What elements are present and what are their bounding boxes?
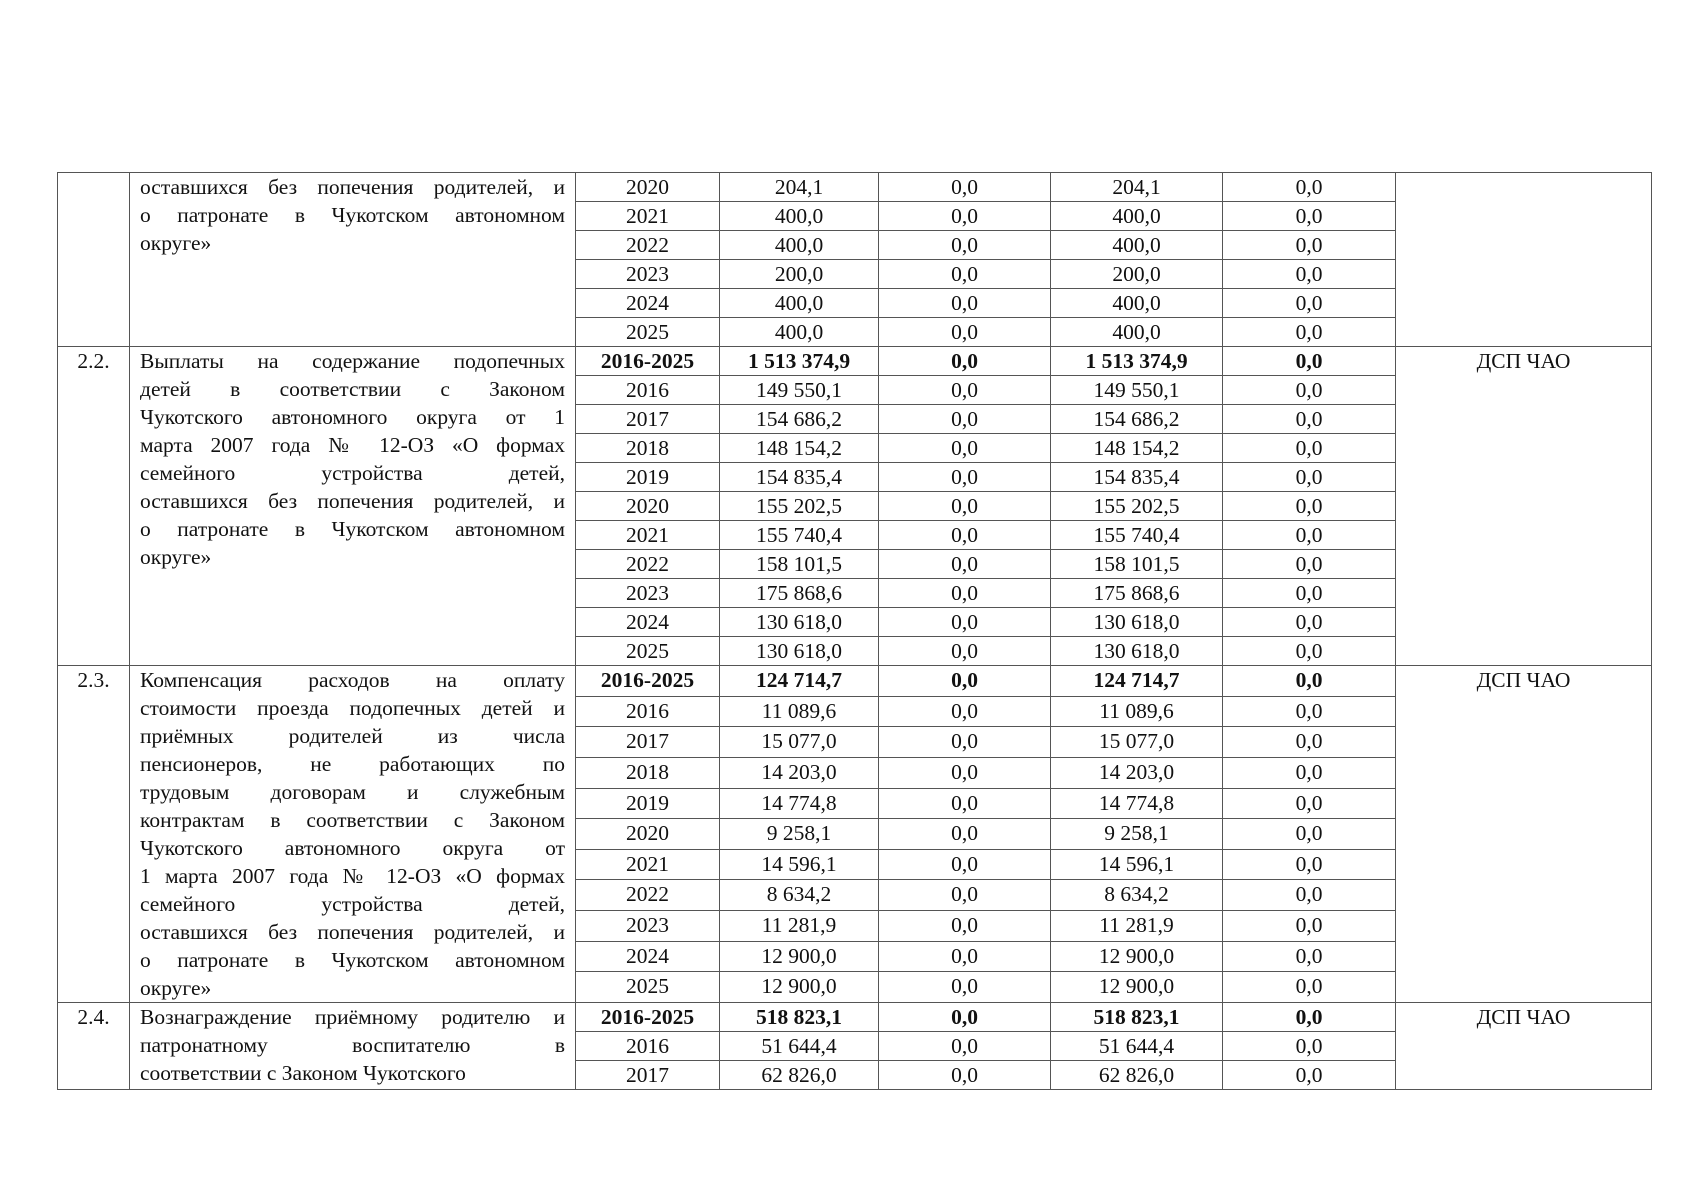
total-cell: 15 077,0 <box>720 727 879 758</box>
district-budget-cell: 158 101,5 <box>1051 550 1223 579</box>
federal-budget-cell: 0,0 <box>879 941 1051 972</box>
federal-budget-cell: 0,0 <box>879 819 1051 850</box>
total-cell: 62 826,0 <box>720 1061 879 1090</box>
year-cell: 2025 <box>576 637 720 666</box>
total-cell: 8 634,2 <box>720 880 879 911</box>
description-line: семейного устройства детей, <box>140 892 565 916</box>
executor-cell: ДСП ЧАО <box>1396 1003 1652 1090</box>
total-cell: 130 618,0 <box>720 608 879 637</box>
total-cell: 130 618,0 <box>720 637 879 666</box>
federal-budget-cell: 0,0 <box>879 318 1051 347</box>
other-sources-cell: 0,0 <box>1223 608 1396 637</box>
district-budget-cell: 14 203,0 <box>1051 757 1223 788</box>
total-cell: 11 281,9 <box>720 911 879 942</box>
item-number: 2.3. <box>58 666 130 1003</box>
other-sources-cell: 0,0 <box>1223 972 1396 1003</box>
district-budget-cell: 8 634,2 <box>1051 880 1223 911</box>
description-line: стоимости проезда подопечных детей и <box>140 696 565 720</box>
district-budget-cell: 155 740,4 <box>1051 521 1223 550</box>
district-budget-cell: 175 868,6 <box>1051 579 1223 608</box>
district-budget-cell: 148 154,2 <box>1051 434 1223 463</box>
other-sources-cell: 0,0 <box>1223 173 1396 202</box>
federal-budget-cell: 0,0 <box>879 911 1051 942</box>
description-line: детей в соответствии с Законом <box>140 377 565 401</box>
district-budget-cell: 154 686,2 <box>1051 405 1223 434</box>
table-row <box>58 1003 1652 1032</box>
district-budget-cell: 154 835,4 <box>1051 463 1223 492</box>
other-sources-cell: 0,0 <box>1223 434 1396 463</box>
description-line: марта 2007 года № 12-ОЗ «О формах <box>140 433 565 457</box>
table-row <box>58 347 1652 376</box>
table-body <box>58 173 1652 1090</box>
federal-budget-cell: 0,0 <box>879 880 1051 911</box>
description-line: Компенсация расходов на оплату <box>140 668 565 692</box>
other-sources-cell: 0,0 <box>1223 318 1396 347</box>
total-cell: 155 202,5 <box>720 492 879 521</box>
other-sources-cell: 0,0 <box>1223 376 1396 405</box>
description-line: о патронате в Чукотском автономном <box>140 203 565 227</box>
year-cell: 2020 <box>576 819 720 850</box>
year-cell: 2025 <box>576 972 720 1003</box>
federal-budget-cell: 0,0 <box>879 637 1051 666</box>
district-budget-cell: 400,0 <box>1051 202 1223 231</box>
other-sources-cell: 0,0 <box>1223 521 1396 550</box>
total-cell: 14 596,1 <box>720 849 879 880</box>
year-cell: 2022 <box>576 550 720 579</box>
district-budget-cell: 14 596,1 <box>1051 849 1223 880</box>
year-cell: 2025 <box>576 318 720 347</box>
item-description <box>130 347 576 666</box>
district-budget-cell: 12 900,0 <box>1051 941 1223 972</box>
total-cell: 1 513 374,9 <box>720 347 879 376</box>
federal-budget-cell: 0,0 <box>879 463 1051 492</box>
year-cell: 2017 <box>576 1061 720 1090</box>
year-cell: 2017 <box>576 405 720 434</box>
item-number: 2.2. <box>58 347 130 666</box>
federal-budget-cell: 0,0 <box>879 434 1051 463</box>
year-cell: 2016-2025 <box>576 1003 720 1032</box>
description-line: пенсионеров, не работающих по <box>140 752 565 776</box>
other-sources-cell: 0,0 <box>1223 941 1396 972</box>
federal-budget-cell: 0,0 <box>879 173 1051 202</box>
federal-budget-cell: 0,0 <box>879 727 1051 758</box>
description-line: трудовым договорам и служебным <box>140 780 565 804</box>
other-sources-cell: 0,0 <box>1223 579 1396 608</box>
description-line: о патронате в Чукотском автономном <box>140 948 565 972</box>
total-cell: 14 774,8 <box>720 788 879 819</box>
other-sources-cell: 0,0 <box>1223 880 1396 911</box>
year-cell: 2020 <box>576 173 720 202</box>
other-sources-cell: 0,0 <box>1223 849 1396 880</box>
district-budget-cell: 124 714,7 <box>1051 666 1223 697</box>
year-cell: 2024 <box>576 941 720 972</box>
description-line: округе» <box>140 545 212 569</box>
federal-budget-cell: 0,0 <box>879 521 1051 550</box>
description-line: оставшихся без попечения родителей, и <box>140 920 565 944</box>
description-line: контрактам в соответствии с Законом <box>140 808 565 832</box>
item-description <box>130 173 576 347</box>
other-sources-cell: 0,0 <box>1223 757 1396 788</box>
federal-budget-cell: 0,0 <box>879 1003 1051 1032</box>
district-budget-cell: 11 089,6 <box>1051 696 1223 727</box>
other-sources-cell: 0,0 <box>1223 911 1396 942</box>
district-budget-cell: 400,0 <box>1051 318 1223 347</box>
other-sources-cell: 0,0 <box>1223 727 1396 758</box>
total-cell: 400,0 <box>720 318 879 347</box>
total-cell: 155 740,4 <box>720 521 879 550</box>
description-line: оставшихся без попечения родителей, и <box>140 175 565 199</box>
description-line: оставшихся без попечения родителей, и <box>140 489 565 513</box>
district-budget-cell: 1 513 374,9 <box>1051 347 1223 376</box>
district-budget-cell: 400,0 <box>1051 289 1223 318</box>
year-cell: 2016 <box>576 1032 720 1061</box>
year-cell: 2016 <box>576 376 720 405</box>
item-description <box>130 1003 576 1090</box>
executor-cell: ДСП ЧАО <box>1396 666 1652 1003</box>
district-budget-cell: 400,0 <box>1051 231 1223 260</box>
federal-budget-cell: 0,0 <box>879 757 1051 788</box>
other-sources-cell: 0,0 <box>1223 788 1396 819</box>
other-sources-cell: 0,0 <box>1223 1061 1396 1090</box>
federal-budget-cell: 0,0 <box>879 666 1051 697</box>
description-line: Выплаты на содержание подопечных <box>140 349 565 373</box>
year-cell: 2022 <box>576 231 720 260</box>
other-sources-cell: 0,0 <box>1223 347 1396 376</box>
district-budget-cell: 15 077,0 <box>1051 727 1223 758</box>
total-cell: 400,0 <box>720 202 879 231</box>
year-cell: 2023 <box>576 911 720 942</box>
total-cell: 149 550,1 <box>720 376 879 405</box>
year-cell: 2018 <box>576 757 720 788</box>
total-cell: 154 686,2 <box>720 405 879 434</box>
federal-budget-cell: 0,0 <box>879 347 1051 376</box>
other-sources-cell: 0,0 <box>1223 289 1396 318</box>
description-line: патронатному воспитателю в <box>140 1033 565 1057</box>
year-cell: 2021 <box>576 849 720 880</box>
year-cell: 2021 <box>576 202 720 231</box>
total-cell: 14 203,0 <box>720 757 879 788</box>
year-cell: 2020 <box>576 492 720 521</box>
description-line: округе» <box>140 231 212 255</box>
other-sources-cell: 0,0 <box>1223 405 1396 434</box>
district-budget-cell: 200,0 <box>1051 260 1223 289</box>
year-cell: 2016 <box>576 696 720 727</box>
description-line: соответствии с Законом Чукотского <box>140 1061 466 1085</box>
other-sources-cell: 0,0 <box>1223 637 1396 666</box>
total-cell: 175 868,6 <box>720 579 879 608</box>
year-cell: 2023 <box>576 579 720 608</box>
description-line: округе» <box>140 976 212 1000</box>
executor-cell <box>1396 173 1652 347</box>
other-sources-cell: 0,0 <box>1223 666 1396 697</box>
total-cell: 400,0 <box>720 231 879 260</box>
year-cell: 2022 <box>576 880 720 911</box>
federal-budget-cell: 0,0 <box>879 405 1051 434</box>
district-budget-cell: 204,1 <box>1051 173 1223 202</box>
total-cell: 9 258,1 <box>720 819 879 850</box>
district-budget-cell: 9 258,1 <box>1051 819 1223 850</box>
federal-budget-cell: 0,0 <box>879 1061 1051 1090</box>
description-line: Чукотского автономного округа от <box>140 836 565 860</box>
year-cell: 2024 <box>576 608 720 637</box>
district-budget-cell: 12 900,0 <box>1051 972 1223 1003</box>
federal-budget-cell: 0,0 <box>879 202 1051 231</box>
description-line: 1 марта 2007 года № 12-ОЗ «О формах <box>140 864 565 888</box>
federal-budget-cell: 0,0 <box>879 376 1051 405</box>
total-cell: 148 154,2 <box>720 434 879 463</box>
year-cell: 2021 <box>576 521 720 550</box>
table-row <box>58 666 1652 697</box>
other-sources-cell: 0,0 <box>1223 202 1396 231</box>
other-sources-cell: 0,0 <box>1223 1003 1396 1032</box>
table-row <box>58 173 1652 202</box>
total-cell: 158 101,5 <box>720 550 879 579</box>
total-cell: 200,0 <box>720 260 879 289</box>
total-cell: 124 714,7 <box>720 666 879 697</box>
federal-budget-cell: 0,0 <box>879 1032 1051 1061</box>
federal-budget-cell: 0,0 <box>879 289 1051 318</box>
federal-budget-cell: 0,0 <box>879 492 1051 521</box>
other-sources-cell: 0,0 <box>1223 231 1396 260</box>
total-cell: 12 900,0 <box>720 941 879 972</box>
year-cell: 2023 <box>576 260 720 289</box>
other-sources-cell: 0,0 <box>1223 492 1396 521</box>
federal-budget-cell: 0,0 <box>879 849 1051 880</box>
district-budget-cell: 11 281,9 <box>1051 911 1223 942</box>
year-cell: 2018 <box>576 434 720 463</box>
total-cell: 12 900,0 <box>720 972 879 1003</box>
federal-budget-cell: 0,0 <box>879 788 1051 819</box>
year-cell: 2024 <box>576 289 720 318</box>
total-cell: 51 644,4 <box>720 1032 879 1061</box>
district-budget-cell: 51 644,4 <box>1051 1032 1223 1061</box>
federal-budget-cell: 0,0 <box>879 260 1051 289</box>
district-budget-cell: 130 618,0 <box>1051 637 1223 666</box>
year-cell: 2016-2025 <box>576 666 720 697</box>
other-sources-cell: 0,0 <box>1223 260 1396 289</box>
district-budget-cell: 155 202,5 <box>1051 492 1223 521</box>
description-line: Чукотского автономного округа от 1 <box>140 405 565 429</box>
district-budget-cell: 518 823,1 <box>1051 1003 1223 1032</box>
item-number <box>58 173 130 347</box>
other-sources-cell: 0,0 <box>1223 550 1396 579</box>
federal-budget-cell: 0,0 <box>879 696 1051 727</box>
item-number: 2.4. <box>58 1003 130 1090</box>
year-cell: 2016-2025 <box>576 347 720 376</box>
other-sources-cell: 0,0 <box>1223 463 1396 492</box>
total-cell: 204,1 <box>720 173 879 202</box>
year-cell: 2019 <box>576 788 720 819</box>
federal-budget-cell: 0,0 <box>879 550 1051 579</box>
federal-budget-cell: 0,0 <box>879 231 1051 260</box>
item-description <box>130 666 576 1003</box>
total-cell: 518 823,1 <box>720 1003 879 1032</box>
budget-table <box>57 172 1652 1090</box>
district-budget-cell: 130 618,0 <box>1051 608 1223 637</box>
year-cell: 2017 <box>576 727 720 758</box>
year-cell: 2019 <box>576 463 720 492</box>
description-line: приёмных родителей из числа <box>140 724 565 748</box>
federal-budget-cell: 0,0 <box>879 972 1051 1003</box>
total-cell: 154 835,4 <box>720 463 879 492</box>
description-line: семейного устройства детей, <box>140 461 565 485</box>
district-budget-cell: 62 826,0 <box>1051 1061 1223 1090</box>
description-line: о патронате в Чукотском автономном <box>140 517 565 541</box>
total-cell: 11 089,6 <box>720 696 879 727</box>
federal-budget-cell: 0,0 <box>879 608 1051 637</box>
executor-cell: ДСП ЧАО <box>1396 347 1652 666</box>
total-cell: 400,0 <box>720 289 879 318</box>
district-budget-cell: 149 550,1 <box>1051 376 1223 405</box>
district-budget-cell: 14 774,8 <box>1051 788 1223 819</box>
description-line: Вознаграждение приёмному родителю и <box>140 1005 565 1029</box>
other-sources-cell: 0,0 <box>1223 1032 1396 1061</box>
other-sources-cell: 0,0 <box>1223 696 1396 727</box>
other-sources-cell: 0,0 <box>1223 819 1396 850</box>
federal-budget-cell: 0,0 <box>879 579 1051 608</box>
